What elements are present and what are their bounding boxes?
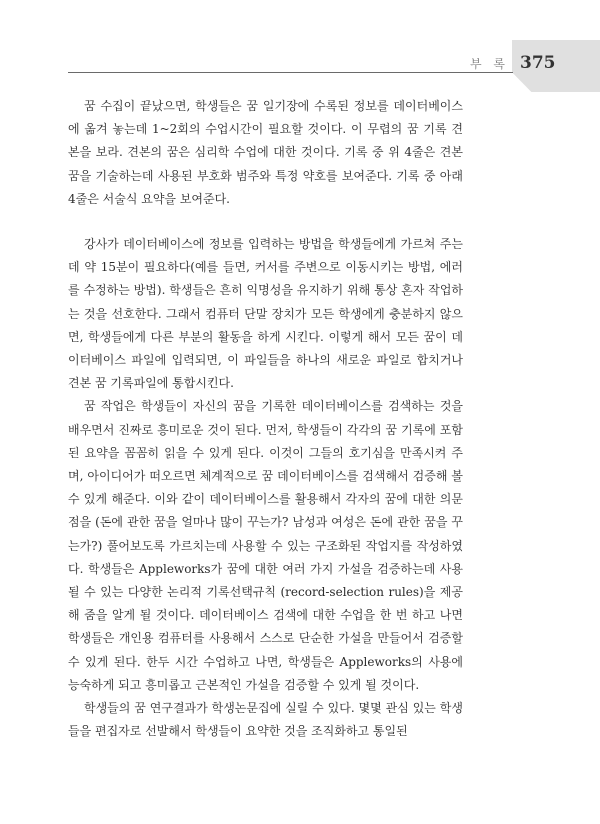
page-header bbox=[0, 0, 600, 90]
paragraph-4: 학생들의 꿈 연구결과가 학생논문집에 실릴 수 있다. 몇몇 관심 있는 학생들을 편집자로 선발해서 학생들이 요약한 것을 조직화하고 통일된 bbox=[68, 701, 463, 739]
paragraph-1: 꿈 수집이 끝났으면, 학생들은 꿈 일기장에 수록된 정보를 데이터베이스에 옮겨 놓는데 1~2회의 수업시간이 필요할 것이다. 이 무렵의 꿈 기록 견본을 보라. 견본의 꿈은 심리학 수업에 대한 것이다. 기록 중 위 4줄은 견본 꿈을 기술하는데 사용된 부호화 범주와 특정 약호를 보여준다. 기록 중 아래 4줄은 서술식 요약을 보여준다. bbox=[68, 99, 463, 206]
page-number: 375 bbox=[520, 53, 556, 73]
body-text bbox=[68, 95, 463, 743]
paragraph-3: 꿈 작업은 학생들이 자신의 꿈을 기록한 데이터베이스를 검색하는 것을 배우면서 진짜로 흥미로운 것이 된다. 먼저, 학생들이 각각의 꿈 기록에 포함된 요약을 꼼꼼히 읽을 수 있게 된다. 이것이 그들의 호기심을 만족시켜 주며, 아이디어가 떠오르면 체계적으로 꿈 데이터베이스를 검색해서 검증해 볼 수 있게 해준다. 이와 같이 데이터베이스를 활용해서 각자의 꿈에 대한 의문점을 (돈에 관한 꿈을 얼마나 많이 꾸는가? 남성과 여성은 돈에 관한 꿈을 꾸는가?) 풀어보도록 가르치는데 사용할 수 있는 구조화된 작업지를 작성하였다. 학생들은 Appleworks가 꿈에 대한 여러 가지 가설을 검증하는데 사용될 수 있는 다양한 논리적 기록선택규칙 (record-selection rules)을 제공해 줌을 알게 될 것이다. 데이터베이스 검색에 대한 수업을 한 번 하고 나면 학생들은 개인용 컴퓨터를 사용해서 스스로 단순한 가설을 만들어서 검증할 수 있게 된다. 한두 시간 수업하고 나면, 학생들은 Appleworks의 사용에 능숙하게 되고 흥미롭고 근본적인 가설을 검증할 수 있게 될 것이다. bbox=[68, 399, 463, 692]
paragraph-2: 강사가 데이터베이스에 정보를 입력하는 방법을 학생들에게 가르쳐 주는데 약 15분이 필요하다(예를 들면, 커서를 주변으로 이동시키는 방법, 에러를 수정하는 방법). 학생들은 흔히 익명성을 유지하기 위해 통상 혼자 작업하는 것을 선호한다. 그래서 컴퓨터 단말 장치가 모든 학생에게 충분하지 않으면, 학생들에게 다른 부분의 활동을 하게 시킨다. 이렇게 해서 모든 꿈이 데이터베이스 파일에 입력되면, 이 파일들을 하나의 새로운 파일로 합치거나 견본 꿈 기록파일에 통합시킨다. bbox=[68, 237, 463, 391]
header-rule bbox=[68, 72, 513, 73]
section-label: 부 록 bbox=[470, 57, 509, 71]
